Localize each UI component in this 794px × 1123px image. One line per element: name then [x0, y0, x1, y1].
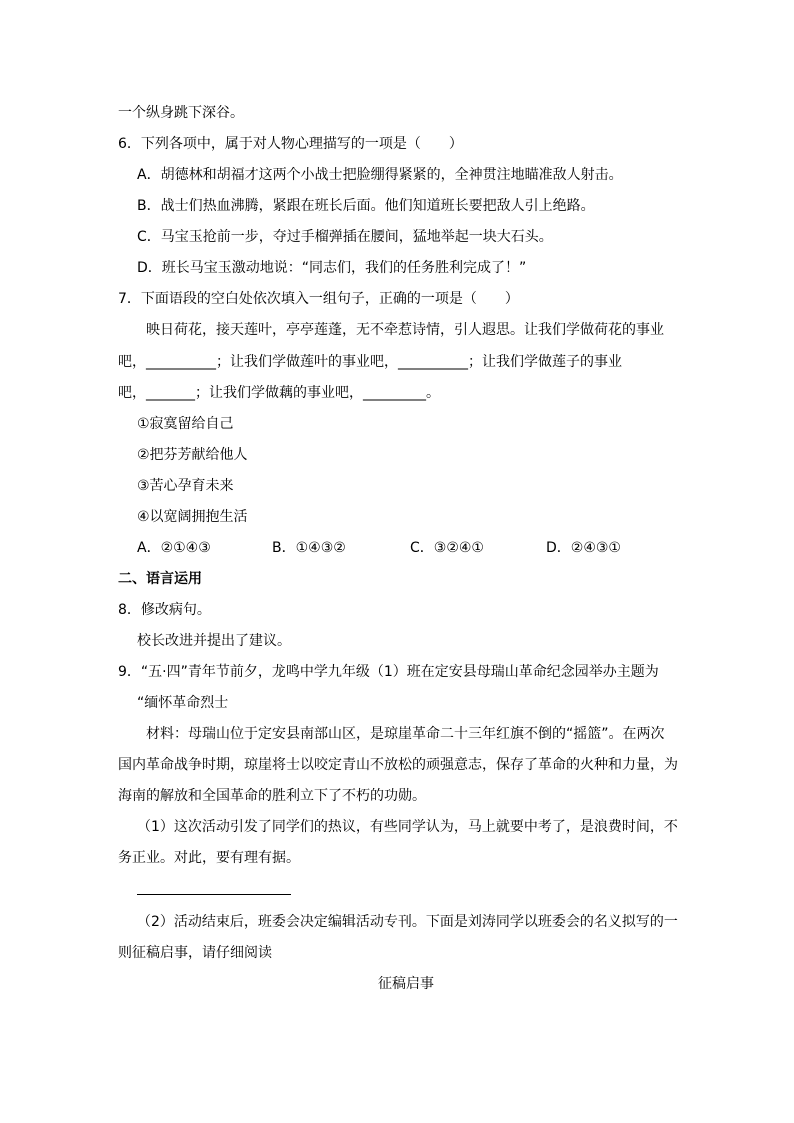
question-9-material-line: 海南的解放和全国革命的胜利立下了不朽的功勋。 [118, 788, 426, 804]
notice-title: 征稿启事 [378, 976, 434, 992]
text-line: 一个纵身跳下深谷。 [118, 105, 244, 121]
question-9-sub-2: （2）活动结束后，班委会决定编辑活动专刊。下面是刘涛同学以班委会的名义拟写的一 [137, 914, 678, 930]
question-6-option-d: D．班长马宝玉激动地说：“同志们，我们的任务胜利完成了！” [137, 260, 527, 276]
question-6-stem: 6．下列各项中，属于对人物心理描写的一项是（ ） [118, 136, 463, 152]
question-7-option-b: B．①④③② [272, 540, 346, 556]
question-6-option-a: A．胡德林和胡福才这两个小战士把脸绷得紧紧的，全神贯注地瞄准敌人射击。 [137, 167, 623, 183]
question-9-sub-1: （1）这次活动引发了同学们的热议，有些同学认为，马上就要中考了，是浪费时间，不 [137, 819, 678, 835]
question-7-option-a: A．②①④③ [137, 540, 211, 556]
question-7-option-c: C．③②④① [410, 540, 484, 556]
question-9-theme: “缅怀革命烈士 [137, 695, 229, 711]
question-7-item-4: ④以宽阔拥抱生活 [137, 509, 248, 525]
question-7-stem: 7．下面语段的空白处依次填入一组句子，正确的一项是（ ） [118, 291, 519, 307]
question-7-passage-line: 映日荷花，接天莲叶，亭亭莲蓬，无不牵惹诗情，引人遐思。让我们学做荷花的事业 [146, 322, 664, 338]
question-9-sub-2-cont: 则征稿启事，请仔细阅读 [118, 945, 272, 961]
question-7-passage-line: 吧，__________；让我们学做莲叶的事业吧，__________；让我们学做莲子的事业 [118, 354, 622, 370]
question-6-option-b: B．战士们热血沸腾，紧跟在班长后面。他们知道班长要把敌人引上绝路。 [137, 198, 595, 214]
question-7-option-d: D．②④③① [546, 540, 621, 556]
question-8-stem: 8．修改病句。 [118, 602, 211, 618]
question-7-item-1: ①寂寞留给自己 [137, 416, 234, 432]
question-9-sub-1-cont: 务正业。对此，要有理有据。 [118, 850, 300, 866]
question-8-sentence: 校长改进并提出了建议。 [137, 633, 291, 649]
question-7-passage-line: 吧，_______；让我们学做藕的事业吧，_________。 [118, 385, 440, 401]
question-9-stem: 9．“五·四”青年节前夕，龙鸣中学九年级（1）班在定安县母瑞山革命纪念园举办主题为 [118, 664, 659, 680]
section-2-heading: 二、语言运用 [118, 571, 202, 587]
question-7-item-3: ③苦心孕育未来 [137, 478, 234, 494]
answer-blank-line [137, 894, 291, 895]
question-6-option-c: C．马宝玉抢前一步，夺过手榴弹插在腰间，猛地举起一块大石头。 [137, 229, 553, 245]
question-9-material-line: 国内革命战争时期，琼崖将士以咬定青山不放松的顽强意志，保存了革命的火种和力量，为 [118, 757, 678, 773]
question-7-item-2: ②把芬芳献给他人 [137, 447, 248, 463]
question-9-material-line: 材料：母瑞山位于定安县南部山区，是琼崖革命二十三年红旗不倒的“摇篮”。在两次 [146, 726, 665, 742]
